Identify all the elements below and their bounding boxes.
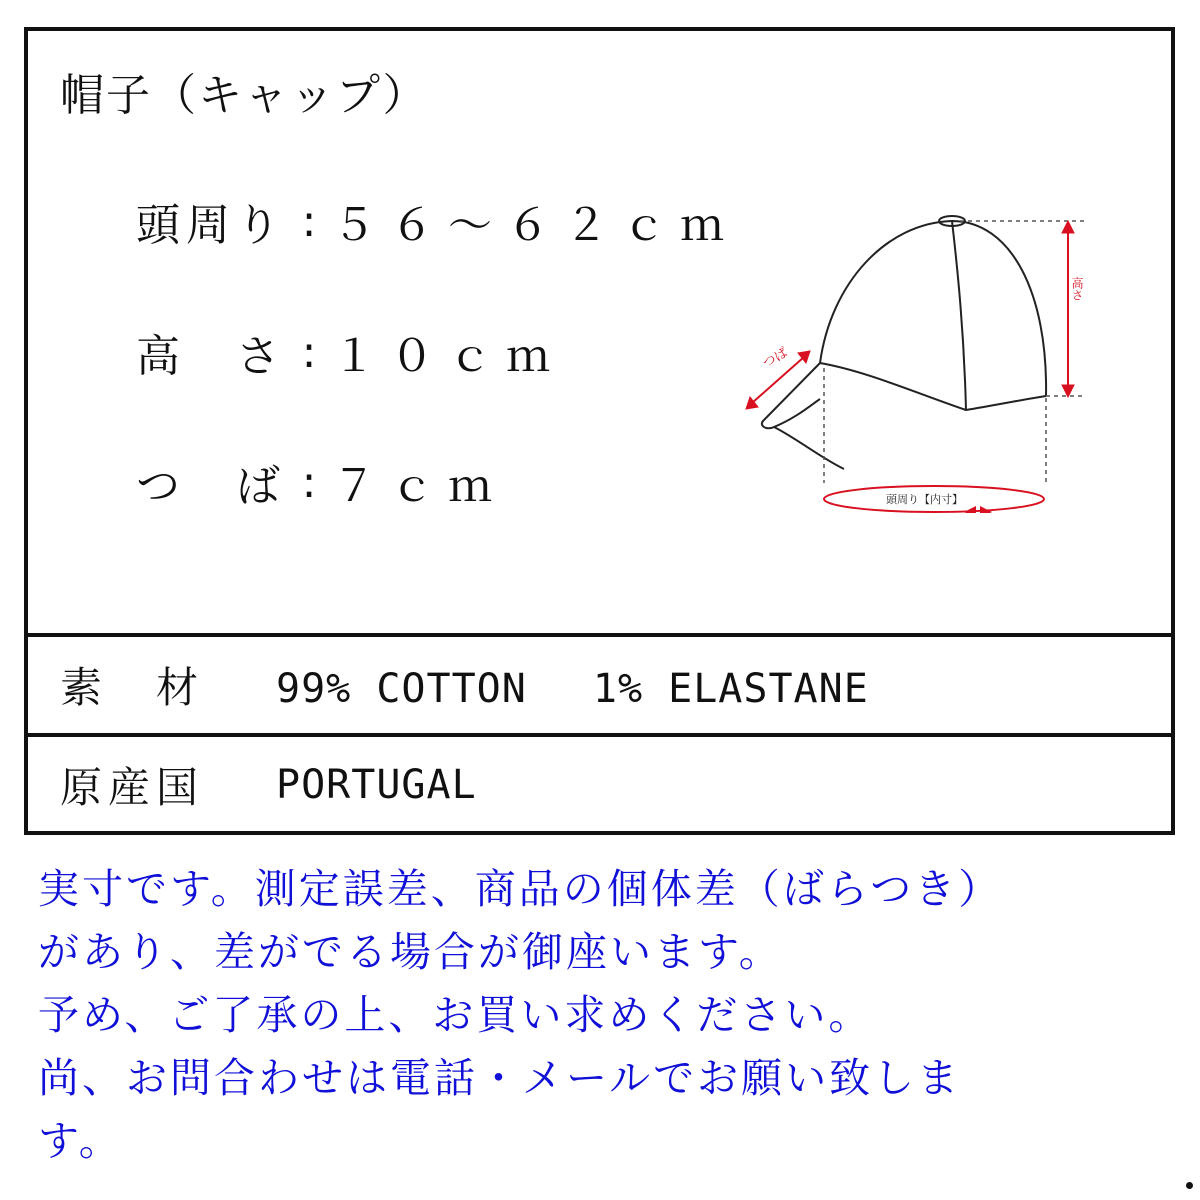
material-value: 99% COTTON 1% ELASTANE <box>276 665 869 712</box>
cap-diagram <box>696 213 1086 513</box>
origin-label: 原産国 <box>60 763 205 812</box>
material-row <box>60 637 869 733</box>
height-label: 高さ <box>1070 277 1084 301</box>
notice-line: があり、差がでる場合が御座います。 <box>38 928 783 976</box>
notice-line: 実寸です。測定誤差、商品の個体差（ばらつき） <box>38 865 1003 913</box>
measurement-value: １０ｃｍ <box>332 331 564 382</box>
colon: : <box>301 326 317 378</box>
spec-table <box>24 27 1175 835</box>
product-title: 帽子（キャップ） <box>60 70 429 121</box>
colon: : <box>301 456 317 508</box>
measurement-label: 頭周り <box>136 200 286 251</box>
cap-outline <box>762 216 1046 469</box>
brim-label: つば <box>760 345 791 372</box>
measurement-row-height <box>136 320 564 384</box>
circumference-label: 頭周り【内寸】 <box>886 493 963 506</box>
notice-line: 尚、お問合わせは電話・メールでお願い致しま <box>38 1054 962 1102</box>
measurement-value: ７ｃｍ <box>332 461 506 512</box>
notice-line: す。 <box>38 1117 123 1165</box>
measurement-row-brim <box>136 450 506 514</box>
corner-dot <box>1186 1182 1193 1189</box>
colon: : <box>301 195 317 247</box>
measurement-value: ５６～６２ｃｍ <box>332 200 738 251</box>
notice-line: 予め、ご了承の上、お買い求めください。 <box>38 991 873 1039</box>
measurement-label: つ ば <box>136 461 286 512</box>
height-arrow <box>1062 221 1074 397</box>
measurement-notice <box>38 858 1188 1173</box>
origin-value: PORTUGAL <box>276 762 477 808</box>
origin-row <box>60 737 477 833</box>
measurement-row-head <box>136 189 738 253</box>
measurement-label: 高 さ <box>136 331 286 382</box>
material-label: 素 材 <box>60 663 205 712</box>
